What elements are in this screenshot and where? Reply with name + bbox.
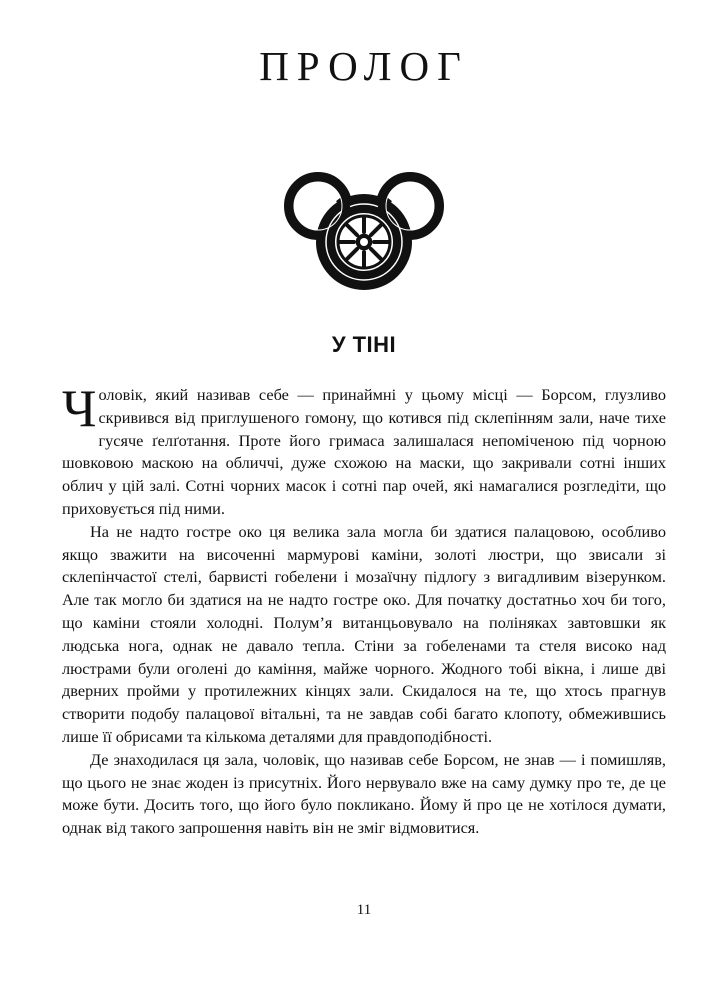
three-rings-wheel-icon (282, 162, 446, 290)
drop-cap: Ч (62, 380, 97, 438)
paragraph-1: Чоловік, який називав себе — принаймні у цьому місці — Борсом, глузливо скривився від приглушеного гомону, що котився під склепінням зали, наче тихе гусяче ґелґотання. Проте його гримаса залишалася непоміченою під чорною шовковою маскою на обличчі, дуже схожою на маски, що закривали сотні інших облич у цій залі. Сотні чорних масок і сотні пар очей, які намагалися розгледіти, що приховується під ними. (62, 380, 666, 518)
chapter-body (62, 380, 666, 840)
paragraph-2: На не надто гостре око ця велика зала могла би здатися палацовою, особливо якщо зважити на височенні мармурові каміни, золоті люстри, що звисали зі склепінчастої стелі, барвисті гобелени і мозаїчну підлогу з вигадливим візерунком. Але так могло би здатися на не надто гостре око. Для початку достатньо хоч би того, що каміни стояли холодні. Полум’я витанцьовувало на поліняках завтовшки як людська нога, однак не давало тепла. Стіни за гобеленами та стеля високо над люстрами були оголені до каміння, майже чорного. Жодного тобі вікна, і лише дві дверних пройми у протилежних кінцях зали. Скидалося на те, що хтось прагнув створити подобу палацової вітальні, та не завдав собі багато клопоту, обмежившись лише її обрисами та кількома деталями для правдоподібності. (62, 521, 666, 746)
page-number: 11 (356, 902, 372, 918)
chapter-title: У ТІНІ (331, 332, 397, 357)
paragraph-3: Де знаходилася ця зала, чоловік, що називав себе Борсом, не знав — і помишляв, що цього не знає жоден із присутніх. Його нервувало вже на саму думку про те, де це може бути. Досить того, що його було покликано. Йому й про це не хотілося думати, однак від такого запрошення навіть він не зміг відмовитися. (62, 749, 666, 838)
section-title: ПРОЛОГ (259, 43, 469, 89)
